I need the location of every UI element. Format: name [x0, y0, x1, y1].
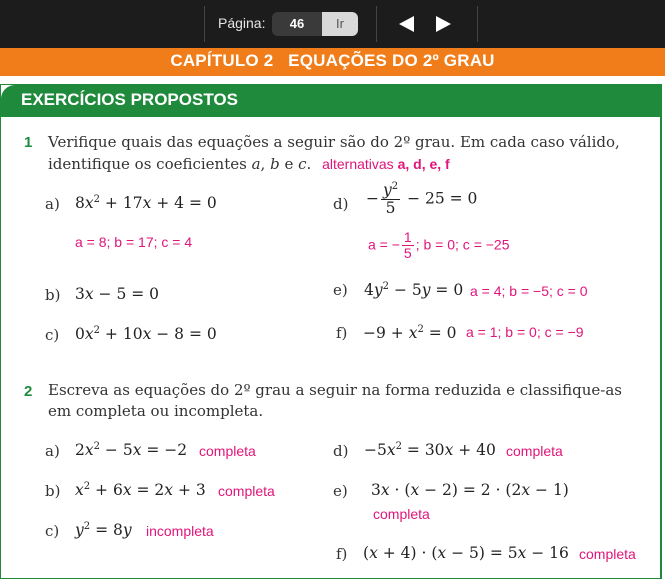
toolbar-divider [204, 6, 205, 42]
item-label: c) [45, 326, 60, 344]
go-button[interactable]: Ir [322, 12, 358, 36]
answer: completa [506, 443, 563, 459]
equation: $0x^2 + 10x - 8 = 0$ [75, 325, 217, 343]
item-label: f) [336, 324, 348, 342]
equation: $-5x^2 = 30x + 40$ [364, 441, 496, 459]
equation: $-9 + x^2 = 0$ [363, 324, 457, 342]
item-label: c) [45, 522, 60, 540]
answer: completa [199, 443, 256, 459]
equation: $y^2 = 8y$ [75, 521, 132, 539]
answer-post: ; b = 0; c = −25 [415, 236, 510, 253]
comma: , [260, 155, 271, 173]
answer-pre: a = − [368, 236, 400, 253]
chapter-bar [0, 48, 665, 76]
coef-a: a [251, 155, 261, 173]
equation: $x^2 + 6x = 2x + 3$ [75, 481, 206, 499]
item-label: b) [45, 286, 61, 304]
and-text: e [279, 155, 299, 173]
exercise-statement-line2: em completa ou incompleta. [48, 402, 264, 420]
item-label: f) [336, 545, 348, 563]
item-label: a) [45, 195, 60, 213]
item-label: b) [45, 482, 61, 500]
equation: $4y^2 - 5y = 0$ [364, 281, 464, 299]
toolbar-divider [477, 6, 478, 42]
equation: (x + 4) · (x − 5) = 5x − 16 [363, 544, 569, 562]
exercise-statement-line2 [48, 155, 450, 173]
equation: $2x^2 - 5x = -2$ [75, 441, 188, 459]
item-label: a) [45, 442, 60, 460]
answer: a = 8; b = 17; c = 4 [75, 234, 193, 250]
exercise-number: 1 [24, 134, 33, 151]
equation: − $\frac{y^2}{5}$ − 25 = 0 [366, 181, 478, 218]
answer: completa [579, 546, 636, 562]
equation: $8x^2 + 17x + 4 = 0$ [75, 194, 217, 212]
answer: completa [373, 506, 430, 522]
answer: a = 4; b = −5; c = 0 [470, 283, 588, 299]
answer [368, 230, 510, 262]
answer: completa [218, 483, 275, 499]
answer: incompleta [146, 523, 214, 539]
exercise-statement: Verifique quais das equações a seguir são do 2º grau. Em cada caso válido, [48, 133, 620, 151]
item-label: e) [333, 482, 348, 500]
answer-fraction [402, 230, 414, 262]
equation: 3x − 5 = 0 [75, 285, 160, 303]
section-header [1, 85, 660, 117]
page-number-input[interactable]: 46 [272, 12, 322, 36]
period: . [306, 155, 312, 173]
chapter-title: CAPÍTULO 2 EQUAÇÕES DO 2º GRAU [170, 51, 495, 70]
coef-c: c [298, 155, 307, 173]
page-label: Página: [218, 15, 266, 31]
section-title: EXERCÍCIOS PROPOSTOS [21, 90, 238, 109]
fraction-numerator: 1 [403, 229, 412, 245]
alt-list: a, d, e, f [397, 156, 450, 172]
toolbar-divider [376, 6, 377, 42]
answer: a = 1; b = 0; c = −9 [466, 324, 584, 340]
item-label: e) [333, 281, 348, 299]
triangle-left-icon[interactable] [396, 14, 418, 34]
exercise-number: 2 [24, 383, 33, 400]
fraction-denominator: 5 [403, 245, 412, 262]
statement-text: identifique os coeficientes [48, 155, 252, 173]
item-label: d) [333, 442, 349, 460]
viewer-toolbar [0, 0, 665, 48]
triangle-right-icon[interactable] [432, 14, 454, 34]
alt-prefix: alternativas [322, 156, 398, 172]
answer-alternatives [322, 156, 450, 172]
item-label: d) [333, 195, 349, 213]
exercise-statement: Escreva as equações do 2º grau a seguir na forma reduzida e classifique-as [48, 381, 622, 399]
coef-b: b [270, 155, 280, 173]
equation: 3x · (x − 2) = 2 · (2x − 1) [371, 481, 569, 499]
